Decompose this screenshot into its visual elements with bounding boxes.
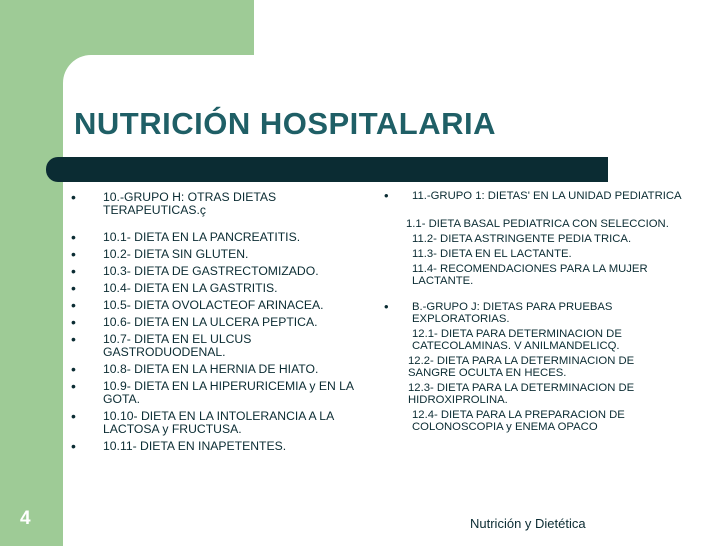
bullet-icon: • (71, 361, 76, 377)
sub-item-text: 12.3- DIETA PARA LA DETERMINACION DE HIDROXIPROLINA. (408, 382, 635, 406)
sub-item-text: 11.4- RECOMENDACIONES PARA LA MUJER LACTANTE. (412, 263, 648, 287)
bullet-icon: • (71, 246, 76, 262)
sub-item (384, 355, 684, 379)
list-item-text: 10.3- DIETA DE GASTRECTOMIZADO. (103, 264, 319, 278)
list-item-text: 10.2- DIETA SIN GLUTEN. (103, 247, 249, 261)
sub-item-text: 11.3- DIETA EN EL LACTANTE. (412, 248, 572, 260)
group-heading: 11.-GRUPO 1: DIETAS' EN LA UNIDAD PEDIATRICA (412, 190, 682, 202)
sub-item (384, 263, 684, 287)
list-item-text: 10.10- DIETA EN LA INTOLERANCIA A LA LACTOSA y FRUCTUSA. (103, 409, 334, 436)
slide-title: NUTRICIÓN HOSPITALARIA (74, 106, 497, 141)
list-item-text: 10.6- DIETA EN LA ULCERA PEPTICA. (103, 315, 318, 329)
title-divider-bar (46, 157, 608, 182)
list-item-text: 10.4- DIETA EN LA GASTRITIS. (103, 281, 278, 295)
sub-item-text: 12.4- DIETA PARA LA PREPARACION DE COLONOSCOPIA y ENEMA OPACO (412, 409, 625, 433)
bullet-icon: • (71, 438, 76, 454)
right-column (384, 190, 684, 433)
list-item (70, 440, 360, 453)
sub-item-text: 11.2- DIETA ASTRINGENTE PEDIA TRICA. (412, 233, 632, 245)
list-item (384, 190, 684, 202)
list-item (70, 380, 360, 406)
list-item (70, 299, 360, 312)
group-heading: B.-GRUPO J: DIETAS PARA PRUEBAS EXPLORATORIAS. (412, 301, 613, 325)
list-item (70, 191, 360, 217)
bullet-icon: • (71, 314, 76, 330)
list-item (70, 282, 360, 295)
sub-item-text: 1.1- DIETA BASAL PEDIATRICA CON SELECCION. (406, 218, 669, 230)
sub-item (384, 328, 684, 352)
list-item (70, 333, 360, 359)
bullet-icon: • (71, 297, 76, 313)
list-item-text: 10.8- DIETA EN LA HERNIA DE HIATO. (103, 362, 319, 376)
sub-item (384, 409, 684, 433)
bullet-icon: • (384, 188, 389, 203)
list-item (384, 301, 684, 325)
sub-item (384, 248, 684, 260)
bullet-icon: • (71, 408, 76, 424)
bullet-icon: • (71, 189, 76, 205)
sub-item (384, 382, 684, 406)
list-item (70, 265, 360, 278)
bullet-icon: • (71, 229, 76, 245)
list-item-text: 10.1- DIETA EN LA PANCREATITIS. (103, 230, 301, 244)
list-item-text: 10.9- DIETA EN LA HIPERURICEMIA y EN LA GOTA. (103, 379, 354, 406)
list-item (70, 316, 360, 329)
bullet-icon: • (71, 263, 76, 279)
bullet-icon: • (71, 378, 76, 394)
sub-item (384, 218, 684, 230)
footer-text: Nutrición y Dietética (470, 516, 586, 531)
bullet-icon: • (384, 299, 389, 314)
list-item-text: 10.11- DIETA EN INAPETENTES. (103, 439, 287, 453)
sub-item-text: 12.2- DIETA PARA LA DETERMINACION DE SANGRE OCULTA EN HECES. (408, 355, 635, 379)
list-item-text: 10.7- DIETA EN EL ULCUS GASTRODUODENAL. (103, 332, 252, 359)
sub-item (384, 233, 684, 245)
sub-item-text: 12.1- DIETA PARA DETERMINACION DE CATECOLAMINAS. V ANILMANDELICQ. (412, 328, 622, 352)
list-item (70, 363, 360, 376)
list-item (70, 231, 360, 244)
left-column (70, 191, 360, 453)
bullet-icon: • (71, 280, 76, 296)
list-item (70, 248, 360, 261)
list-item (70, 410, 360, 436)
bullet-icon: • (71, 331, 76, 347)
list-item-text: 10.5- DIETA OVOLACTEOF ARINACEA. (103, 298, 324, 312)
list-item-text: 10.-GRUPO H: OTRAS DIETAS TERAPEUTICAS.ç (103, 190, 277, 217)
page-number: 4 (20, 508, 31, 529)
